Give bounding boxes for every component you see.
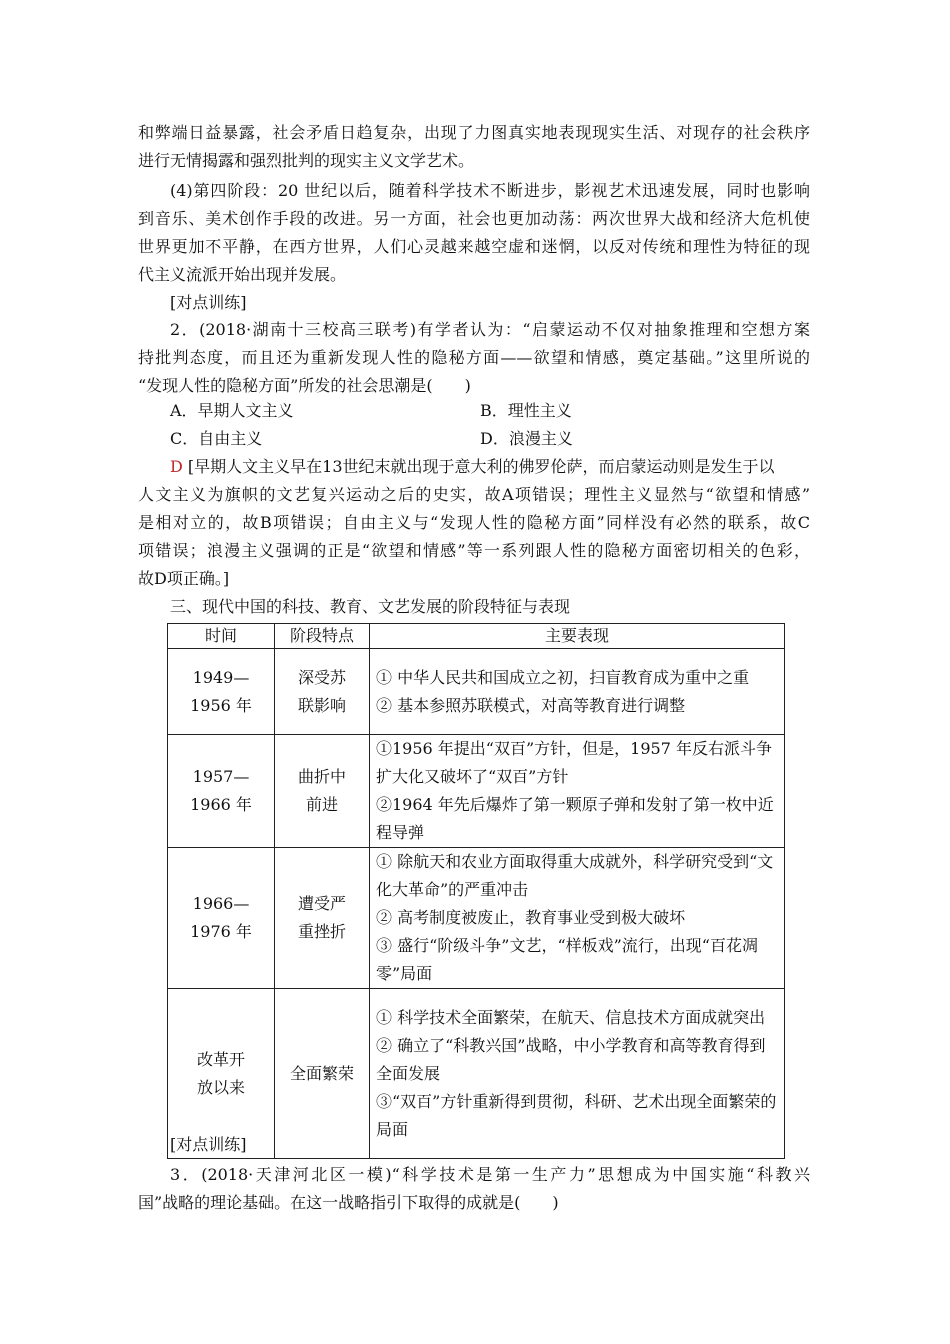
question-line: 3．(2018·天津河北区一模)“科学技术是第一生产力”思想成为中国实施“科教兴 [170,1165,810,1184]
table-row [168,848,785,989]
answer-text: [早期人文主义早在13世纪末就出现于意大利的佛罗伦萨，而启蒙运动则是发生于以 [187,457,775,476]
cell-details [370,848,785,989]
answer-line: 人文主义为旗帜的文艺复兴运动之后的史实，故A项错误；理性主义显然与“欲望和情感” [138,485,810,504]
detail-item: ③“双百”方针重新得到贯彻，科研、艺术出现全面繁荣的局面 [376,1091,777,1139]
detail-item: ②1964 年先后爆炸了第一颗原子弹和发射了第一枚中近程导弹 [376,795,774,842]
cell-details [370,989,785,1159]
answer-line: 故D项正确。] [138,569,230,588]
paragraph-line: 到音乐、美术创作手段的改进。另一方面，社会也更加动荡：两次世界大战和经济大危机使 [138,209,810,228]
table-header-row [168,624,785,649]
answer-letter: D [170,457,183,476]
paragraph-line: 代主义流派开始出现并发展。 [138,265,347,284]
cell-time: 1966— 1976 年 [168,848,275,989]
answer-line: 是相对立的，故B项错误；自由主义与“发现人性的隐秘方面”同样没有必然的联系，故C [138,513,810,532]
question-line: “发现人性的隐秘方面”所发的社会思潮是( ) [138,376,471,395]
cell-feature: 全面繁荣 [275,989,370,1159]
cell-time: 改革开 放以来 [168,989,275,1159]
section-heading: 三、现代中国的科技、教育、文艺发展的阶段特征与表现 [170,597,571,616]
table-row [168,735,785,848]
header-time: 时间 [168,624,275,649]
paragraph-line: 世界更加不平静，在西方世界，人们心灵越来越空虚和迷惘，以反对传统和理性为特征的现 [138,237,810,256]
summary-table [167,623,785,1159]
paragraph-line: 进行无情揭露和强烈批判的现实主义文学艺术。 [138,151,475,170]
option-d: D．浪漫主义 [480,429,573,448]
cell-details [370,649,785,735]
cell-time: 1957— 1966 年 [168,735,275,848]
answer-line [170,453,810,481]
paragraph-line: (4)第四阶段：20 世纪以后，随着科学技术不断进步，影视艺术迅速发展，同时也影响 [170,181,810,200]
table-row [168,649,785,735]
detail-item: ①1956 年提出“双百”方针，但是，1957 年反右派斗争扩大化又破坏了“双百”方针 [376,739,772,786]
cell-feature: 遭受严 重挫折 [275,848,370,989]
option-a: A．早期人文主义 [170,401,294,420]
question-line: 国”战略的理论基础。在这一战略指引下取得的成就是( ) [138,1193,559,1212]
question-line: 2．(2018·湖南十三校高三联考)有学者认为：“启蒙运动不仅对抽象推理和空想方案 [170,320,810,339]
answer-line: 项错误；浪漫主义强调的正是“欲望和情感”等一系列跟人性的隐秘方面密切相关的色彩， [138,541,810,560]
option-b: B．理性主义 [480,401,572,420]
detail-item: ① 除航天和农业方面取得重大成就外，科学研究受到“文化大革命”的严重冲击 [376,852,774,899]
header-feature: 阶段特点 [275,624,370,649]
header-details: 主要表现 [370,624,785,649]
cell-details [370,735,785,848]
detail-item: ③ 盛行“阶级斗争”文艺，“样板戏”流行，出现“百花凋零”局面 [376,936,758,983]
detail-item: ① 科学技术全面繁荣，在航天、信息技术方面成就突出 [376,1007,766,1027]
cell-feature: 深受苏 联影响 [275,649,370,735]
practice-label: [对点训练] [170,1135,247,1154]
question-line: 持批判态度，而且还为重新发现人性的隐秘方面——欲望和情感，奠定基础。”这里所说的 [138,348,810,367]
table-row [168,989,785,1159]
option-c: C．自由主义 [170,429,263,448]
detail-item: ① 中华人民共和国成立之初，扫盲教育成为重中之重 [376,667,750,687]
practice-label: [对点训练] [170,293,247,312]
cell-feature: 曲折中 前进 [275,735,370,848]
detail-item: ② 确立了“科教兴国”战略，中小学教育和高等教育得到全面发展 [376,1035,766,1083]
cell-time: 1949— 1956 年 [168,649,275,735]
detail-item: ② 基本参照苏联模式，对高等教育进行调整 [376,695,686,715]
paragraph-line: 和弊端日益暴露，社会矛盾日趋复杂，出现了力图真实地表现现实生活、对现存的社会秩序 [138,123,810,142]
detail-item: ② 高考制度被废止，教育事业受到极大破坏 [376,908,686,927]
